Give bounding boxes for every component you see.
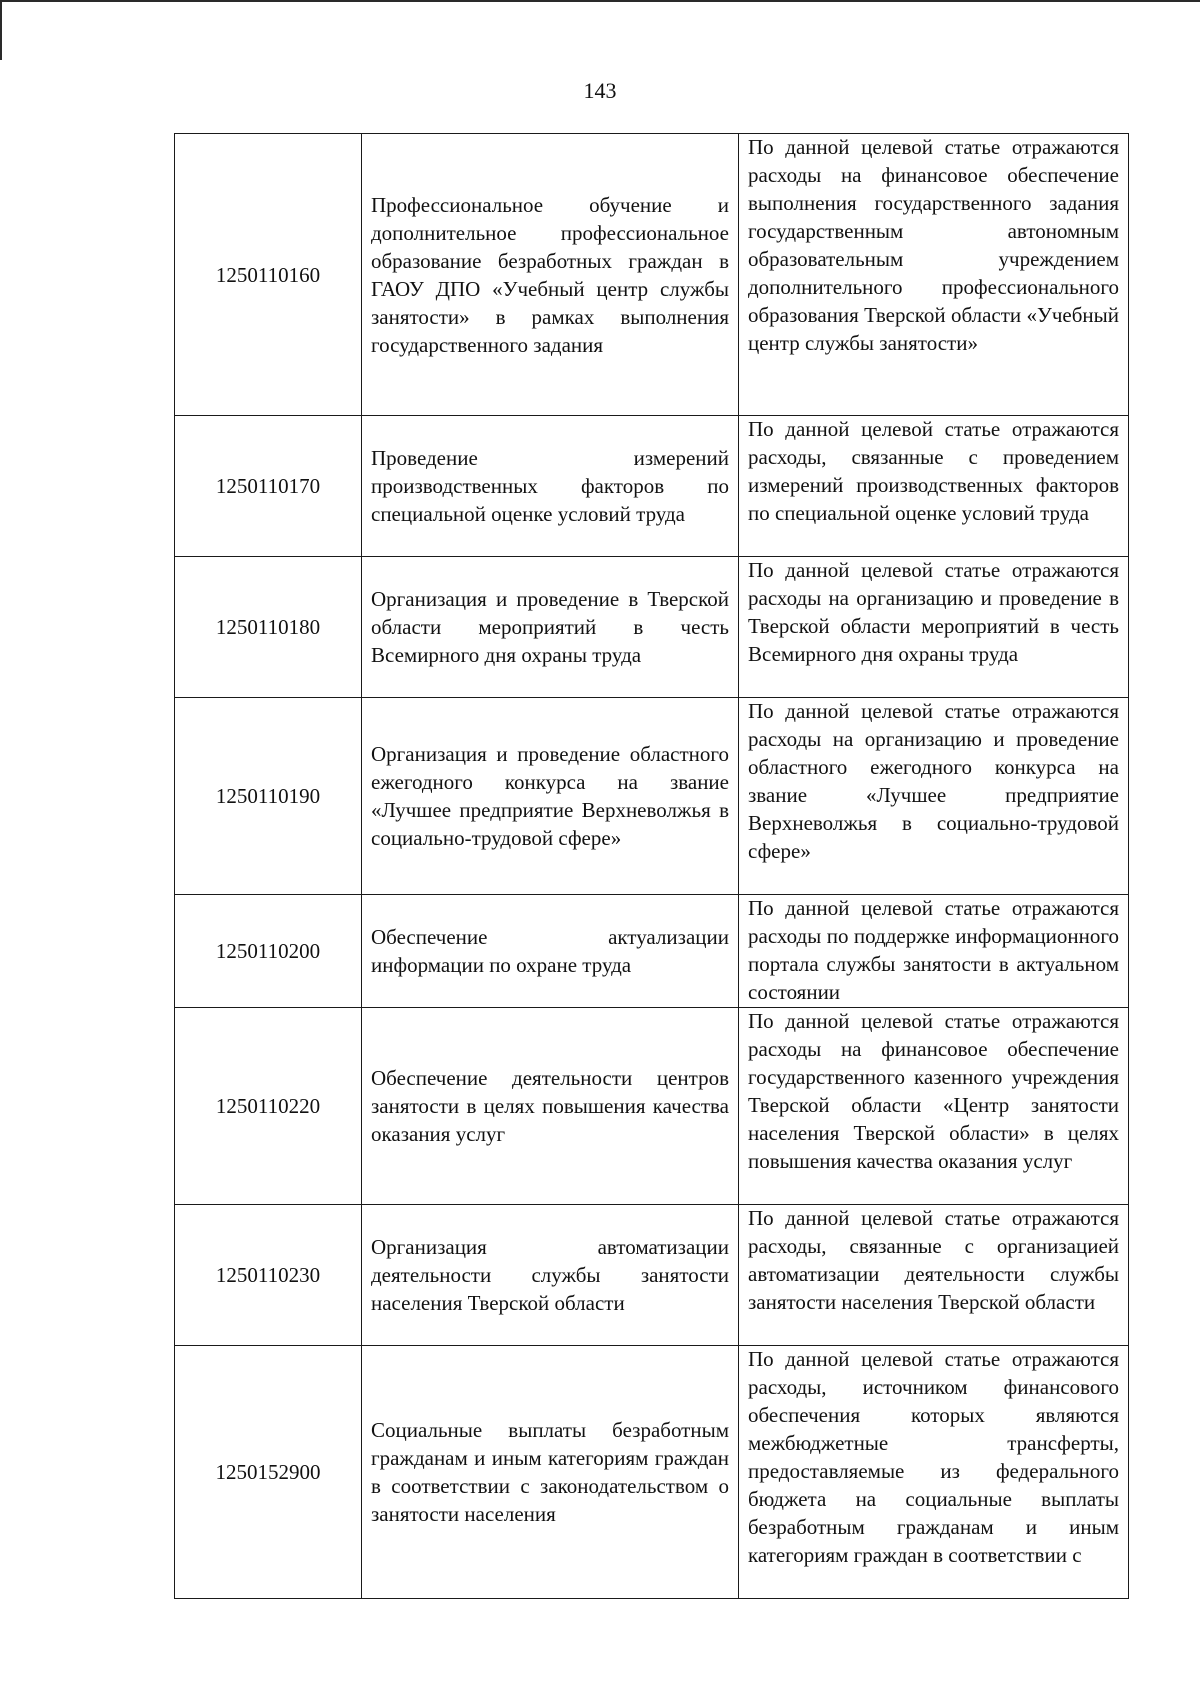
target-code: 1250110170 — [175, 416, 362, 557]
description-text: По данной целевой статье отражаются расходы на организацию и проведение в Тверской области мероприятий в честь Всемирного дня охраны труда — [748, 558, 1119, 666]
target-code: 1250110220 — [175, 1008, 362, 1205]
description-text: По данной целевой статье отражаются расходы, связанные с организацией автоматизации деятельности службы занятости населения Тверской области — [748, 1206, 1119, 1314]
target-description — [739, 557, 1129, 698]
target-name: Проведение измерений производственных факторов по специальной оценке условий труда — [362, 416, 739, 557]
table-row — [175, 557, 1129, 698]
description-text: По данной целевой статье отражаются расходы, связанные с проведением измерений производственных факторов по специальной оценке условий труда — [748, 417, 1119, 525]
scan-border-top — [0, 0, 1200, 2]
target-name: Организация и проведение в Тверской области мероприятий в честь Всемирного дня охраны труда — [362, 557, 739, 698]
table-row — [175, 1205, 1129, 1346]
target-name: Социальные выплаты безработным гражданам и иным категориям граждан в соответствии с законодательством о занятости населения — [362, 1346, 739, 1599]
target-name: Обеспечение деятельности центров занятости в целях повышения качества оказания услуг — [362, 1008, 739, 1205]
target-code: 1250110160 — [175, 134, 362, 416]
target-name: Обеспечение актуализации информации по охране труда — [362, 895, 739, 1008]
description-text: По данной целевой статье отражаются расходы на финансовое обеспечение выполнения государственного задания государственным автономным образовательным учреждением дополнительного профессионального образования Тверской области «Учебный центр службы занятости» — [748, 135, 1119, 355]
target-code: 1250110190 — [175, 698, 362, 895]
target-code: 1250110230 — [175, 1205, 362, 1346]
description-text: По данной целевой статье отражаются расходы, источником финансового обеспечения которых являются межбюджетные трансферты, предоставляемые из федерального бюджета на социальные выплаты безработным гражданам и иным категориям граждан в соответствии с — [748, 1347, 1119, 1567]
target-code: 1250152900 — [175, 1346, 362, 1599]
table-row — [175, 1346, 1129, 1599]
target-name: Профессиональное обучение и дополнительное профессиональное образование безработных граждан в ГАОУ ДПО «Учебный центр службы занятости» в рамках выполнения государственного задания — [362, 134, 739, 416]
page-number: 143 — [583, 78, 617, 103]
table-row — [175, 1008, 1129, 1205]
target-name: Организация автоматизации деятельности службы занятости населения Тверской области — [362, 1205, 739, 1346]
target-description — [739, 134, 1129, 416]
target-description — [739, 416, 1129, 557]
target-description — [739, 1205, 1129, 1346]
table-row — [175, 416, 1129, 557]
target-description — [739, 698, 1129, 895]
target-code: 1250110200 — [175, 895, 362, 1008]
table-row — [175, 134, 1129, 416]
table-row — [175, 895, 1129, 1008]
budget-classification-table — [174, 133, 1129, 1599]
target-name: Организация и проведение областного ежегодного конкурса на звание «Лучшее предприятие Верхневолжья в социально-трудовой сфере» — [362, 698, 739, 895]
target-code: 1250110180 — [175, 557, 362, 698]
description-text: По данной целевой статье отражаются расходы на организацию и проведение областного ежегодного конкурса на звание «Лучшее предприятие Верхневолжья в социально-трудовой сфере» — [748, 699, 1119, 863]
description-text: По данной целевой статье отражаются расходы по поддержке информационного портала службы занятости в актуальном состоянии — [748, 896, 1119, 1004]
table-row — [175, 698, 1129, 895]
scan-border-left — [0, 0, 2, 60]
target-description — [739, 1346, 1129, 1599]
description-text: По данной целевой статье отражаются расходы на финансовое обеспечение государственного казенного учреждения Тверской области «Центр занятости населения Тверской области» в целях повышения качества оказания услуг — [748, 1009, 1119, 1173]
target-description — [739, 895, 1129, 1008]
target-description — [739, 1008, 1129, 1205]
